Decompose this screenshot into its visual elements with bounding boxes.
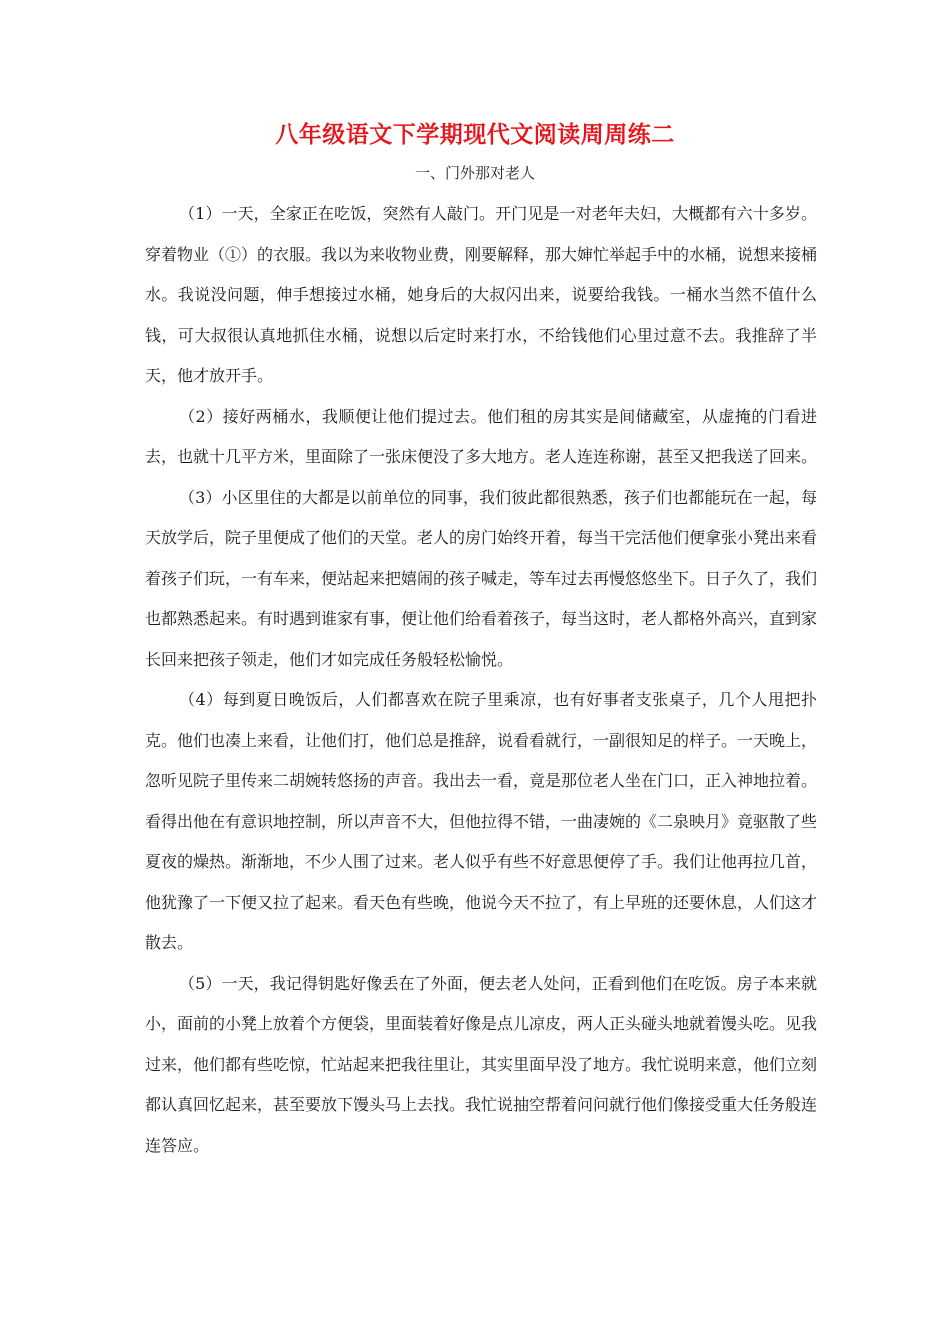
paragraph-2: （2）接好两桶水，我顺便让他们提过去。他们租的房其实是间储藏室，从虚掩的门看进去，也就十几平方米，里面除了一张床便没了多大地方。老人连连称谢，甚至又把我送了回来。	[145, 406, 818, 466]
paragraph-1: （1）一天，全家正在吃饭，突然有人敲门。开门见是一对老年夫妇，大概都有六十多岁。穿着物业（①）的衣服。我以为来收物业费，刚要解释，那大婶忙举起手中的水桶，说想来接桶水。我说没问题，伸手想接过水桶，她身后的大叔闪出来，说要给我钱。一桶水当然不值什么钱，可大叔很认真地抓住水桶，说想以后定时来打水，不给钱他们心里过意不去。我推辞了半天，他才放开手。	[145, 204, 818, 385]
paragraph-5: （5）一天，我记得钥匙好像丢在了外面，便去老人处问，正看到他们在吃饭。房子本来就小，面前的小凳上放着个方便袋，里面装着好像是点儿凉皮，两人正头碰头地就着馒头吃。见我过来，他们都有些吃惊，忙站起来把我往里让，其实里面早没了地方。我忙说明来意，他们立刻都认真回忆起来，甚至要放下馒头马上去找。我忙说抽空帮着问问就行他们像接受重大任务般连连答应。	[145, 973, 818, 1155]
article-body	[145, 194, 817, 1166]
paragraph-3: （3）小区里住的大都是以前单位的同事，我们彼此都很熟悉，孩子们也都能玩在一起，每天放学后，院子里便成了他们的天堂。老人的房门始终开着，每当干完活他们便拿张小凳出来看着孩子们玩，一有车来，便站起来把嬉闹的孩子喊走，等车过去再慢悠悠坐下。日子久了，我们也都熟悉起来。有时遇到谁家有事，便让他们给看着孩子，每当这时，老人都格外高兴，直到家长回来把孩子领走，他们才如完成任务般轻松愉悦。	[145, 487, 818, 669]
document-title: 八年级语文下学期现代文阅读周周练二	[275, 121, 675, 148]
paragraph-4: （4）每到夏日晚饭后，人们都喜欢在院子里乘凉，也有好事者支张桌子，几个人甩把扑克。他们也凑上来看，让他们打，他们总是推辞，说看看就行，一副很知足的样子。一天晚上，忽听见院子里传来二胡婉转悠扬的声音。我出去一看，竟是那位老人坐在门口，正入神地拉着。看得出他在有意识地控制，所以声音不大，但他拉得不错，一曲凄婉的《二泉映月》竟驱散了些夏夜的燥热。渐渐地，不少人围了过来。老人似乎有些不好意思便停了手。我们让他再拉几首，他犹豫了一下便又拉了起来。看天色有些晚，他说今天不拉了，有上早班的还要休息，人们这才散去。	[145, 690, 818, 952]
section-title: 一、门外那对老人	[414, 164, 535, 182]
